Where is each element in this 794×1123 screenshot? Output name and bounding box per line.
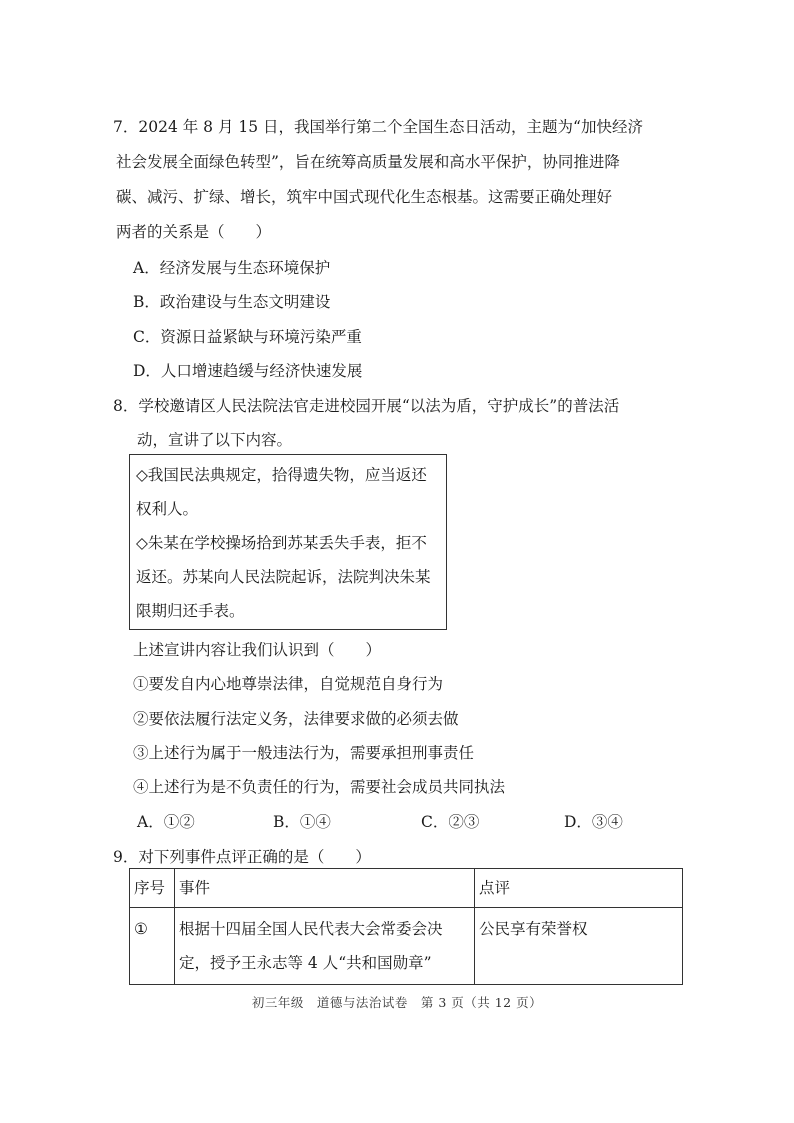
row-event <box>175 908 475 985</box>
q7-line-2: 社会发展全面绿色转型”，旨在统筹高质量发展和高水平保护，协同推进降 <box>116 153 620 171</box>
q7-option-a: A．经济发展与生态环境保护 <box>133 259 331 277</box>
box-line-2: 权利人。 <box>136 500 199 518</box>
q8-line-1: 8．学校邀请区人民法院法官走进校园开展“以法为盾，守护成长”的普法活 <box>113 397 620 415</box>
events-table <box>129 868 683 985</box>
box-line-4: 返还。苏某向人民法院起诉，法院判决朱某 <box>136 568 431 586</box>
legal-material-box <box>129 454 447 630</box>
row-comment: 公民享有荣誉权 <box>475 908 683 985</box>
row-event-line-1: 根据十四届全国人民代表大会常委会决 <box>179 920 443 938</box>
q8-statement-3: ③上述行为属于一般违法行为，需要承担刑事责任 <box>133 744 475 762</box>
q7-option-b: B．政治建设与生态文明建设 <box>133 293 331 311</box>
row-event-line-2: 定，授予王永志等 4 人“共和国勋章” <box>179 954 432 972</box>
q7-line-1: 7．2024 年 8 月 15 日，我国举行第二个全国生态日活动，主题为“加快经济 <box>113 118 643 136</box>
q8-stem: 上述宣讲内容让我们认识到（ ） <box>133 641 382 659</box>
box-line-5: 限期归还手表。 <box>136 602 245 620</box>
q8-statement-2: ②要依法履行法定义务，法律要求做的必须去做 <box>133 710 459 728</box>
header-event: 事件 <box>175 869 475 908</box>
q8-option-b: B．①④ <box>273 813 331 831</box>
q8-line-2: 动，宣讲了以下内容。 <box>137 431 293 449</box>
q8-statement-1: ①要发自内心地尊崇法律，自觉规范自身行为 <box>133 675 444 693</box>
q7-line-3: 碳、减污、扩绿、增长，筑牢中国式现代化生态根基。这需要正确处理好 <box>116 188 613 206</box>
q8-option-c: C．②③ <box>421 813 480 831</box>
table-header-row <box>130 869 683 908</box>
q7-option-c: C．资源日益紧缺与环境污染严重 <box>133 328 362 346</box>
q8-statement-4: ④上述行为是不负责任的行为，需要社会成员共同执法 <box>133 778 506 796</box>
row-number: ① <box>130 908 175 985</box>
page-footer: 初三年级 道德与法治试卷 第 3 页（共 12 页） <box>251 995 543 1010</box>
q7-option-d: D．人口增速趋缓与经济快速发展 <box>133 362 363 380</box>
table-row <box>130 908 683 985</box>
box-line-3: ◇朱某在学校操场拾到苏某丢失手表，拒不 <box>136 534 427 552</box>
header-number: 序号 <box>130 869 175 908</box>
q9-stem: 9．对下列事件点评正确的是（ ） <box>113 848 371 866</box>
q8-option-d: D．③④ <box>564 813 623 831</box>
header-comment: 点评 <box>475 869 683 908</box>
q7-line-4: 两者的关系是（ ） <box>116 223 272 241</box>
box-line-1: ◇我国民法典规定，拾得遗失物，应当返还 <box>136 466 427 484</box>
q8-option-a: A．①② <box>137 813 195 831</box>
